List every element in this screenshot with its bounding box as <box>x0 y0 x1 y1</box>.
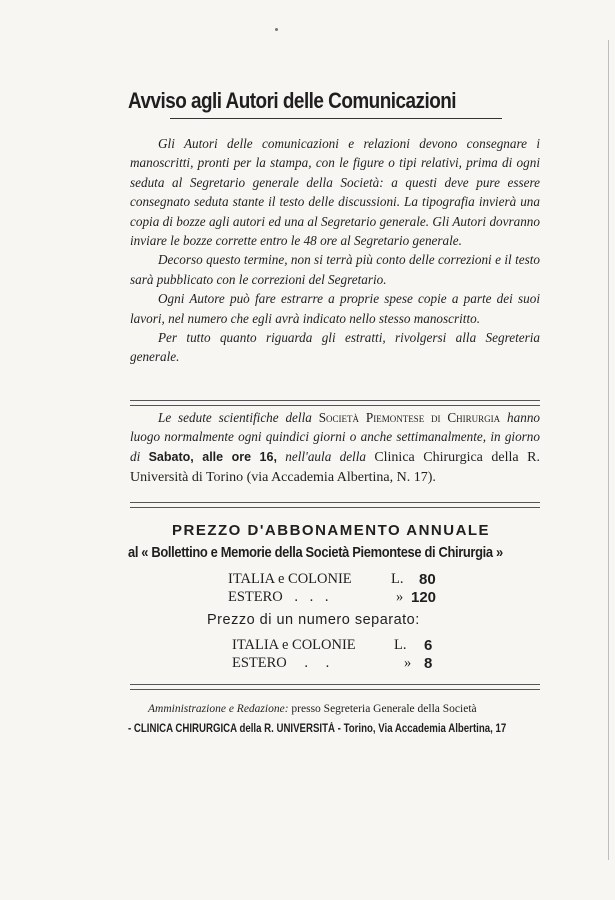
price-label: ITALIA e COLONIE <box>228 571 352 587</box>
subscription-subtitle: al « Bollettino e Memorie della Società Piemontese di Chirurgia » <box>128 544 503 561</box>
society-name: Società Piemontese di Chirurgia <box>318 410 501 425</box>
sessions-location: Clinica Chirurgica della R. Università di Torino (via Accademia Albertina, N. 17). <box>130 449 540 486</box>
price-label: ITALIA e COLONIE <box>232 637 356 653</box>
notice-paragraph-2: Decorso questo termine, non si terrà più conto delle correzioni e il testo sarà pubblicato con le correzioni del Segretario. <box>130 252 540 287</box>
notice-paragraph-4: Per tutto quanto riguarda gli estratti, rivolgersi alla Segreteria generale. <box>130 330 540 365</box>
price-value: 8 <box>424 655 433 672</box>
price-currency: L. <box>391 571 404 587</box>
price-currency: » <box>404 655 412 671</box>
page-edge-line <box>608 40 609 860</box>
divider-3 <box>130 684 540 690</box>
print-speck <box>275 28 278 31</box>
notice-body <box>130 134 540 367</box>
sessions-paragraph <box>130 408 540 488</box>
administration-label: Amministrazione e Redazione: <box>148 703 289 715</box>
sessions-day: Sabato, alle ore 16, <box>148 449 277 464</box>
administration-line <box>148 703 548 715</box>
price-value: 80 <box>419 571 436 588</box>
separate-issue-title: Prezzo di un numero separato: <box>207 612 420 628</box>
sessions-location-intro: nell'aula della <box>276 448 375 464</box>
divider-1 <box>130 400 540 406</box>
price-value: 6 <box>424 637 433 654</box>
clinic-address-line: - CLINICA CHIRURGICA della R. UNIVERSITÀ - Torino, Via Accademia Albertina, 17 <box>128 723 507 735</box>
administration-text: presso Segreteria Generale della Società <box>288 703 477 715</box>
notice-paragraph-1: Gli Autori delle comunicazioni e relazioni devono consegnare i manoscritti, pronti per la stampa, con le figure o tipi relativi, prima di ogni seduta al Segretario generale della Società: a questi deve pure essere consegnato seduta stante il testo delle discussioni. La tipografia invierà una copia di bozze agli autori ed una al Segretario generale. Gli Autori dovranno inviare le bozze corrette entro le 48 ore al Segretario generale. <box>130 136 540 249</box>
price-label: ESTERO . . <box>232 655 330 671</box>
divider-2 <box>130 502 540 508</box>
subscription-title: PREZZO D'ABBONAMENTO ANNUALE <box>172 522 491 539</box>
price-label: ESTERO . . . <box>228 589 329 605</box>
price-currency: » <box>396 589 404 605</box>
title-underline <box>170 118 502 119</box>
notice-paragraph-3: Ogni Autore può fare estrarre a proprie spese copie a parte dei suoi lavori, nel numero che egli avrà indicato nello stesso manoscritto. <box>130 291 540 326</box>
price-value: 120 <box>411 589 437 606</box>
sessions-intro: Le sedute scientifiche della <box>158 410 319 425</box>
sessions-frequency: hanno luogo normalmente ogni quindici giorni o anche settimanalmente, in giorno di <box>130 410 541 464</box>
notice-title: Avviso agli Autori delle Comunicazioni <box>128 88 457 113</box>
price-currency: L. <box>394 637 407 653</box>
